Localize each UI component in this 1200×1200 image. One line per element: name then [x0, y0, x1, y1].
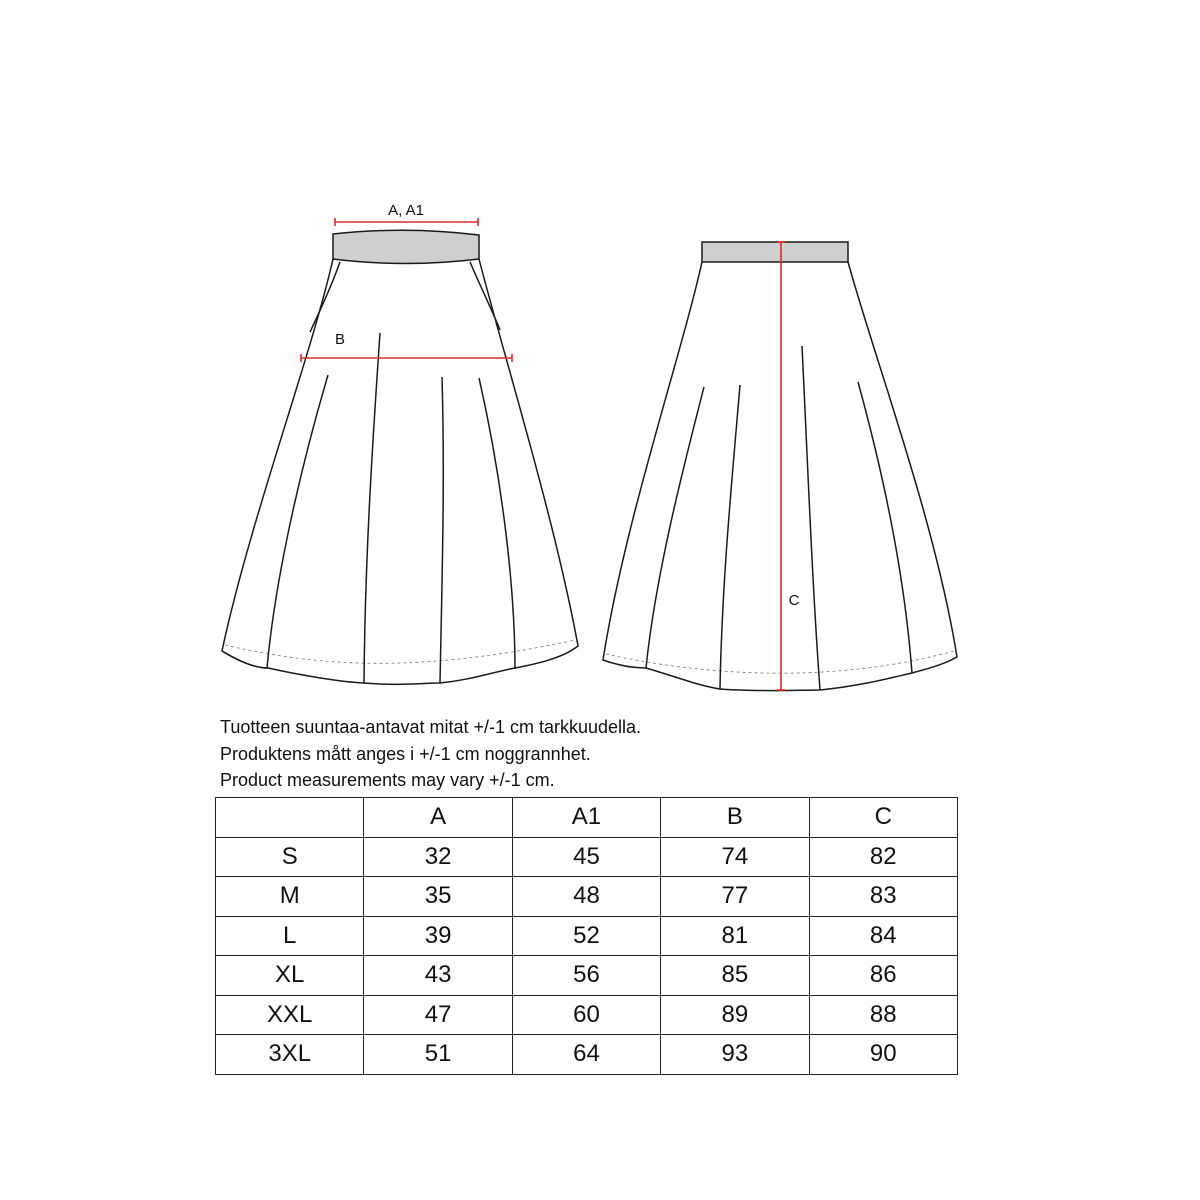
value-cell: 47: [364, 995, 512, 1035]
size-cell: 3XL: [216, 1035, 364, 1075]
value-cell: 93: [661, 1035, 809, 1075]
back-skirt-outline: [603, 262, 957, 691]
back-left-seam: [646, 387, 704, 668]
back-right-seam: [858, 382, 912, 673]
front-center-seam-1: [364, 333, 380, 683]
value-cell: 35: [364, 877, 512, 917]
table-row: [216, 956, 958, 996]
value-cell: 82: [809, 837, 957, 877]
front-hem-line: [222, 651, 268, 668]
waist-measure-label: A, A1: [388, 202, 424, 219]
note-swedish: Produktens mått anges i +/-1 cm noggrannhet.: [220, 743, 591, 764]
value-cell: 77: [661, 877, 809, 917]
length-measure-label: C: [788, 592, 800, 609]
value-cell: 48: [512, 877, 660, 917]
value-cell: 56: [512, 956, 660, 996]
value-cell: 60: [512, 995, 660, 1035]
value-cell: 43: [364, 956, 512, 996]
value-cell: 86: [809, 956, 957, 996]
value-cell: 85: [661, 956, 809, 996]
front-right-seam: [479, 378, 515, 669]
back-hem-stitch: [606, 651, 954, 673]
header-b: B: [661, 798, 809, 838]
table-row: [216, 995, 958, 1035]
size-cell: XL: [216, 956, 364, 996]
header-a1: A1: [512, 798, 660, 838]
header-size: [216, 798, 364, 838]
front-left-pocket: [310, 262, 340, 332]
value-cell: 52: [512, 916, 660, 956]
table-row: [216, 837, 958, 877]
size-cell: M: [216, 877, 364, 917]
value-cell: 89: [661, 995, 809, 1035]
value-cell: 32: [364, 837, 512, 877]
value-cell: 51: [364, 1035, 512, 1075]
header-c: C: [809, 798, 957, 838]
front-hem-stitch: [225, 640, 575, 663]
note-english: Product measurements may vary +/-1 cm.: [220, 770, 555, 790]
value-cell: 64: [512, 1035, 660, 1075]
value-cell: 90: [809, 1035, 957, 1075]
back-center-left-seam: [720, 385, 740, 689]
table-row: [216, 1035, 958, 1075]
hip-measure-label: B: [334, 331, 346, 348]
front-skirt-outline: [222, 259, 578, 684]
front-left-seam: [267, 375, 328, 668]
value-cell: 83: [809, 877, 957, 917]
value-cell: 45: [512, 837, 660, 877]
measurement-notes: [220, 714, 960, 794]
front-waistband: [333, 230, 479, 263]
value-cell: 84: [809, 916, 957, 956]
table-row: [216, 916, 958, 956]
table-header-row: [216, 798, 958, 838]
value-cell: 39: [364, 916, 512, 956]
header-a: A: [364, 798, 512, 838]
front-center-seam-2: [440, 377, 443, 683]
size-cell: S: [216, 837, 364, 877]
skirt-front-view: [222, 230, 578, 684]
value-cell: 88: [809, 995, 957, 1035]
size-chart-table: [215, 797, 958, 1075]
note-finnish: Tuotteen suuntaa-antavat mitat +/-1 cm tarkkuudella.: [220, 717, 642, 737]
size-cell: XXL: [216, 995, 364, 1035]
size-cell: L: [216, 916, 364, 956]
value-cell: 81: [661, 916, 809, 956]
front-right-pocket: [470, 262, 500, 330]
table-row: [216, 877, 958, 917]
back-center-seam: [802, 346, 820, 690]
value-cell: 74: [661, 837, 809, 877]
skirt-back-view: [603, 242, 957, 691]
back-waistband: [702, 242, 848, 262]
